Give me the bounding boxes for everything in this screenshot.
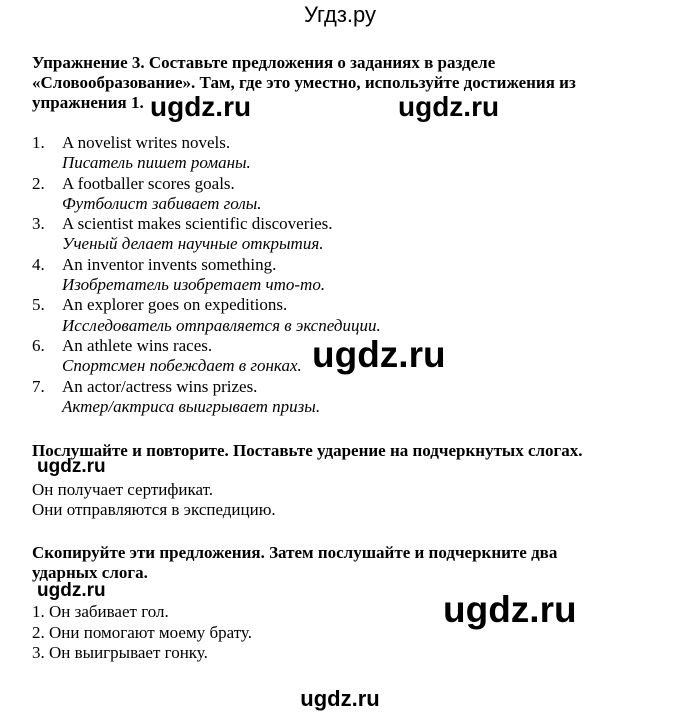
item-number: 4. [32,254,45,274]
copy-line: 3. Он выигрывает гонку. [32,643,208,662]
item-number: 6. [32,335,45,355]
item-english: A novelist writes novels. [62,133,231,152]
listen-title: Послушайте и повторите. Поставьте ударение на подчеркнутых слогах. [32,441,583,460]
item-english: An explorer goes on expeditions. [62,295,288,315]
copy-line: 1. Он забивает гол. [32,602,169,621]
item-number: 2. [32,173,45,193]
listen-line: Он получает сертификат. [32,480,214,499]
exercise-title-line: «Словообразование». Там, где это уместно, используйте достижения из [32,73,576,92]
list-item [32,214,381,255]
item-english: A footballer scores goals. [62,173,235,193]
site-header: Угдз.ру [303,2,377,27]
item-translation: Актер/актриса выигрывает призы. [62,396,321,416]
list-item [32,295,381,336]
list-item [32,174,381,215]
item-translation: Изобретатель изобретает что-то. [62,275,326,295]
item-number: 7. [32,376,45,396]
item-translation: Футболист забивает голы. [62,193,262,213]
watermark: ugdz.ru [150,91,252,122]
item-translation: Спортсмен побеждает в гонках. [62,356,302,376]
item-english: An actor/actress wins prizes. [62,376,258,396]
list-item [32,255,381,296]
list-item [32,133,381,174]
watermark: ugdz.ru [37,456,106,477]
item-number: 1. [32,133,45,152]
item-translation: Исследователь отправляется в экспедиции. [62,315,381,335]
copy-title [32,543,557,583]
item-english: An athlete wins races. [62,335,213,355]
exercise-title-line: Упражнение 3. Составьте предложения о заданиях в разделе [32,53,496,72]
item-translation: Ученый делает научные открытия. [62,234,324,254]
listen-line: Они отправляются в экспедицию. [32,500,276,519]
watermark: ugdz.ru [443,589,577,630]
site-footer: ugdz.ru [300,686,380,711]
exercise-title-line: упражнения 1. [32,93,144,112]
watermark: ugdz.ru [398,91,500,122]
item-number: 3. [32,214,45,234]
item-translation: Писатель пишет романы. [62,153,251,173]
watermark: ugdz.ru [37,580,106,601]
item-english: An inventor invents something. [62,254,277,274]
watermark: ugdz.ru [312,334,446,375]
list-item [32,377,381,418]
item-english: A scientist makes scientific discoveries. [62,214,333,234]
copy-title-line: Скопируйте эти предложения. Затем послушайте и подчеркните два [32,543,558,562]
copy-title-line: ударных слога. [32,563,148,582]
item-number: 5. [32,295,45,315]
copy-line: 2. Они помогают моему брату. [32,623,252,642]
